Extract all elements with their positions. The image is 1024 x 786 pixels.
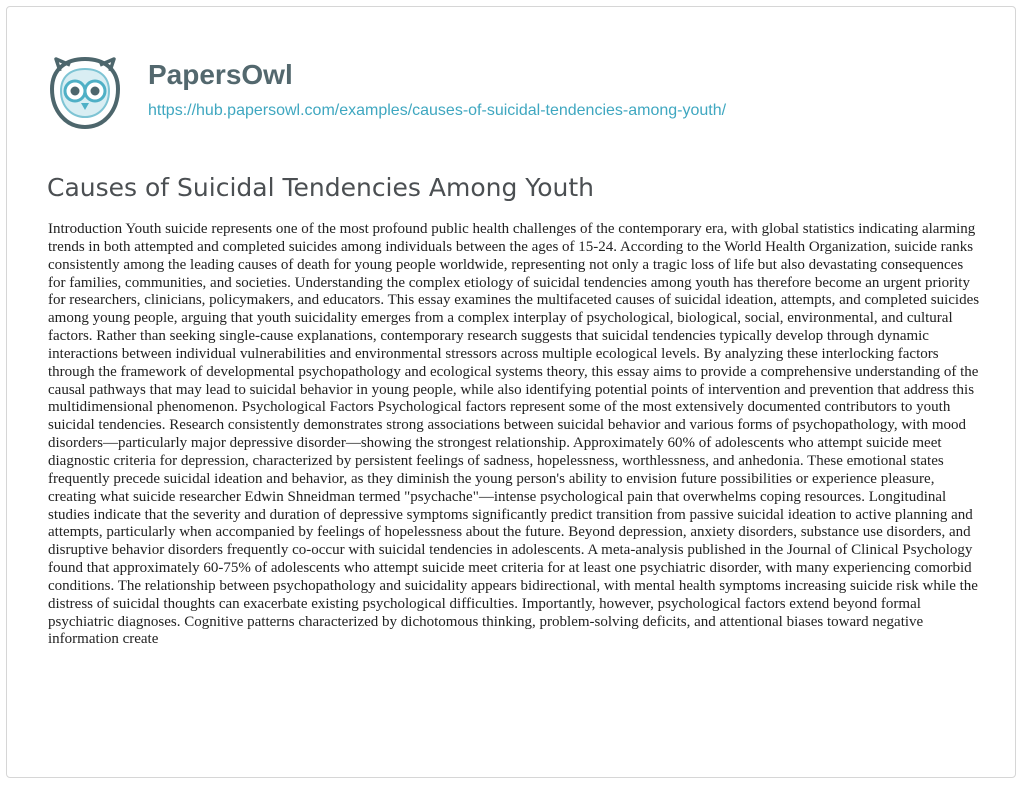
brand-name[interactable]: PapersOwl [148,59,293,90]
owl-face-icon[interactable] [46,55,124,133]
document-title: Causes of Suicidal Tendencies Among Youth [47,173,595,202]
document-body: Introduction Youth suicide represents one of the most profound public health challenges of the contemporary era, with global statistics indicating alarming trends in both attempted and completed suicides among individuals between the ages of 15-24. According to the World Health Organization, suicide ranks consistently among the leading causes of death for young people worldwide, representing not only a tragic loss of life but also devastating consequences for families, communities, and societies. Understanding the complex etiology of suicidal tendencies among youth has therefore become an urgent priority for researchers, clinicians, policymakers, and educators. This essay examines the multifaceted causes of suicidal ideation, attempts, and completed suicides among young people, arguing that youth suicidality emerges from a complex interplay of psychological, biological, social, environmental, and cultural factors. Rather than seeking single-cause explanations, contemporary research suggests that suicidal tendencies typically develop through dynamic interactions between individual vulnerabilities and environmental stressors across multiple ecological levels. By analyzing these interlocking factors through the framework of developmental psychopathology and ecological systems theory, this essay aims to provide a comprehensive understanding of the causal pathways that may lead to suicidal behavior in young people, while also identifying potential points of intervention and prevention that address this multidimensional phenomenon. Psychological Factors Psychological factors represent some of the most extensively documented contributors to youth suicidal tendencies. Research consistently demonstrates strong associations between suicidal behavior and various forms of psychopathology, with mood disorders—particularly major depressive disorder—showing the strongest relationship. Approximately 60% of adolescents who attempt suicide meet diagnostic criteria for depression, characterized by persistent feelings of sadness, hopelessness, worthlessness, and anhedonia. These emotional states frequently precede suicidal ideation and behavior, as they diminish the young person's ability to envision future possibilities or experience pleasure, creating what suicide researcher Edwin Shneidman termed "psychache"—intense psychological pain that overwhelms coping resources. Longitudinal studies indicate that the severity and duration of depressive symptoms significantly predict transition from passive suicidal ideation to active planning and attempts, particularly when accompanied by feelings of hopelessness about the future. Beyond depression, anxiety disorders, substance use disorders, and disruptive behavior disorders frequently co-occur with suicidal tendencies in adolescents. A meta-analysis published in the Journal of Clinical Psychology found that approximately 60-75% of adolescents who attempt suicide meet criteria for at least one psychiatric disorder, with many experiencing comorbid conditions. The relationship between psychopathology and suicidality appears bidirectional, with mental health symptoms increasing suicide risk while the distress of suicidal thoughts can exacerbate existing psychological difficulties. Importantly, however, psychological factors extend beyond formal psychiatric diagnoses. Cognitive patterns characterized by dichotomous thinking, problem-solving deficits, and attentional biases toward negative information create [48,221,980,648]
brand-header [46,55,726,145]
source-url-link[interactable]: https://hub.papersowl.com/examples/causes-of-suicidal-tendencies-among-youth/ [148,102,727,119]
brand-block [148,55,726,121]
